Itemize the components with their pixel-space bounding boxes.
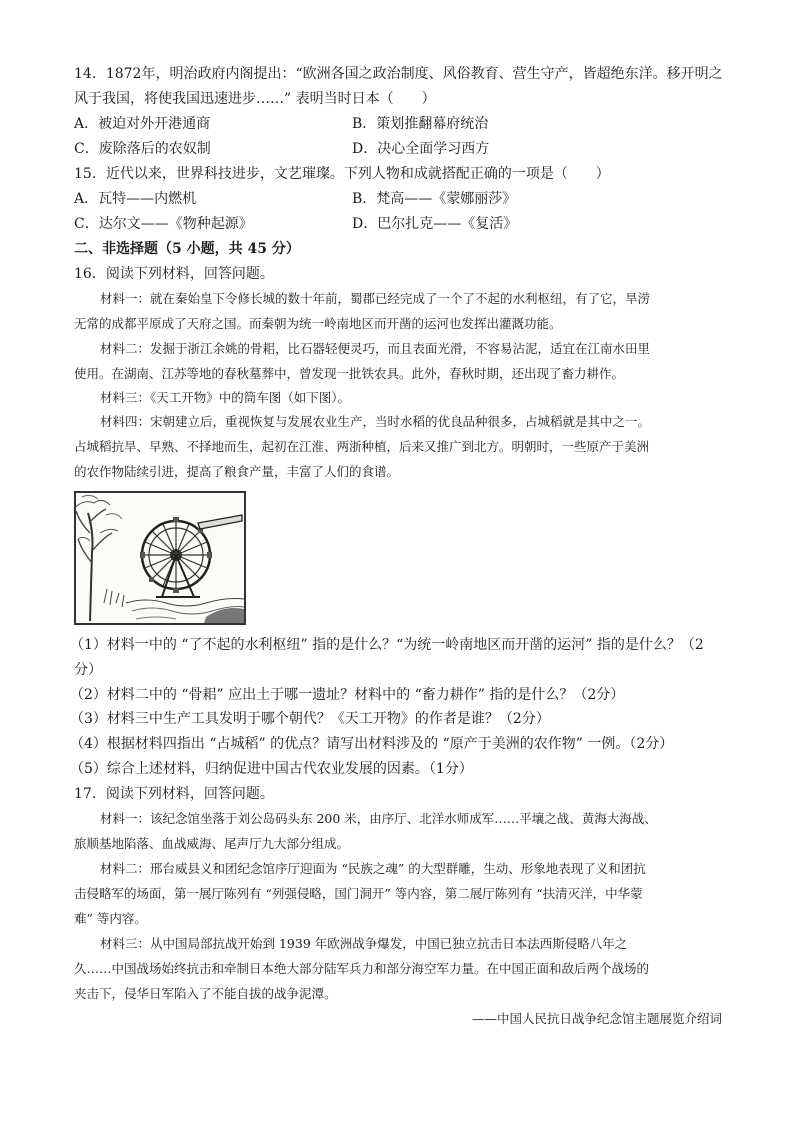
- q16-material-4-line1: 材料四：宋朝建立后，重视恢复与发展农业生产，当时水稻的优良品种很多，占城稻就是其中之一。: [100, 414, 651, 429]
- q17-material-2-line1: 材料二：邢台威县义和团纪念馆序厅迎面为 “民族之魂” 的大型群雕，生动、形象地表现了义和团抗: [100, 861, 646, 876]
- q16-material-4-line3: 的农作物陆续引进，提高了粮食产量，丰富了人们的食谱。: [74, 464, 400, 479]
- q16-material-1-line1: 材料一：就在秦始皇下令修长城的数十年前，蜀郡已经完成了一个了不起的水利枢纽，有了它，旱涝: [100, 291, 651, 306]
- q17-intro: 17．阅读下列材料，回答问题。: [74, 786, 274, 802]
- q15-option-c[interactable]: C．达尔文——《物种起源》: [74, 216, 253, 232]
- q15-option-b[interactable]: B．梵高——《蒙娜丽莎》: [352, 191, 517, 207]
- q17-material-3-line1: 材料三：从中国局部抗战开始到 1939 年欧洲战争爆发，中国已独立抗击日本法西斯侵略八年之: [100, 936, 628, 951]
- q14-option-b[interactable]: B．策划推翻幕府统治: [352, 116, 489, 132]
- q14-option-c[interactable]: C．废除落后的农奴制: [74, 141, 211, 157]
- q16-subq-1-line2: 分）: [74, 662, 102, 678]
- q16-material-1-line2: 无常的成都平原成了天府之国。而秦朝为统一岭南地区而开凿的运河也发挥出灌溉功能。: [74, 316, 562, 331]
- q15-option-a[interactable]: A．瓦特——内燃机: [74, 191, 197, 207]
- q15-option-d[interactable]: D．巴尔扎克——《复活》: [352, 216, 518, 232]
- q16-subq-4: （4）根据材料四指出 “占城稻” 的优点？请写出材料涉及的 “原产于美洲的农作物” 一例。（2分）: [70, 736, 674, 752]
- waterwheel-drawing: [76, 493, 244, 623]
- q16-intro: 16．阅读下列材料，回答问题。: [74, 266, 274, 282]
- q15-stem: 15．近代以来，世界科技进步，文艺璀璨。下列人物和成就搭配正确的一项是（ ）: [74, 166, 610, 182]
- q14-option-a[interactable]: A．被迫对外开港通商: [74, 116, 211, 132]
- q17-material-3-line2: 久……中国战场始终抗击和牵制日本绝大部分陆军兵力和部分海空军力量。在中国正面和敌后两个战场的: [74, 961, 650, 976]
- q17-material-1-line2: 旅顺基地陷落、血战威海、尾声厅九大部分组成。: [74, 836, 350, 851]
- q16-material-3: 材料三：《天工开物》中的筒车图（如下图）。: [100, 390, 351, 405]
- section-heading: 二、非选择题（5 小题，共 45 分）: [74, 241, 300, 257]
- q16-subq-2: （2）材料二中的 “骨耜” 应出土于哪一遗址？材料中的 “畜力耕作” 指的是什么？（2分）: [70, 687, 625, 703]
- q17-source-attribution: ——中国人民抗日战争纪念馆主题展览介绍词: [471, 1011, 722, 1026]
- q17-material-3-line3: 夹击下，侵华日军陷入了不能自拔的战争泥潭。: [74, 986, 337, 1001]
- q16-subq-1-line1: （1）材料一中的 “了不起的水利枢纽” 指的是什么？“为统一岭南地区而开凿的运河” 指的是什么？（2: [70, 637, 704, 653]
- q16-subq-3: （3）材料三中生产工具发明于哪个朝代？《天工开物》的作者是谁？（2分）: [70, 711, 550, 727]
- tongche-waterwheel-illustration: [74, 491, 246, 625]
- q17-material-2-line2: 击侵略军的场面，第一展厅陈列有 “列强侵略，国门洞开” 等内容，第二展厅陈列有 “扶清灭洋，中华蒙: [74, 886, 643, 901]
- q14-stem-line2: 风于我国，将使我国迅速进步……” 表明当时日本（ ）: [74, 91, 436, 107]
- q16-material-2-line1: 材料二：发掘于浙江余姚的骨耜，比石器轻便灵巧，而且表面光滑，不容易沾泥，适宜在江南水田里: [100, 341, 651, 356]
- q14-option-d[interactable]: D．决心全面学习西方: [352, 141, 490, 157]
- q17-material-1-line1: 材料一：该纪念馆坐落于刘公岛码头东 200 米，由序厅、北洋水师成军……平壤之战、黄海大海战、: [100, 811, 657, 826]
- q16-material-4-line2: 占城稻抗旱、早熟、不择地而生，起初在江淮、两浙种植，后来又推广到北方。明朝时，一些原产于美洲: [74, 439, 650, 454]
- q17-material-2-line3: 难” 等内容。: [74, 911, 147, 926]
- q16-subq-5: （5）综合上述材料，归纳促进中国古代农业发展的因素。（1分）: [70, 761, 473, 777]
- q16-material-2-line2: 使用。在湖南、江苏等地的春秋墓葬中，曾发现一批铁农具。此外，春秋时期，还出现了畜力耕作。: [74, 366, 625, 381]
- q14-stem-line1: 14．1872年，明治政府内阁提出：“欧洲各国之政治制度、风俗教育、营生守产，皆超绝东洋。移开明之: [74, 66, 723, 82]
